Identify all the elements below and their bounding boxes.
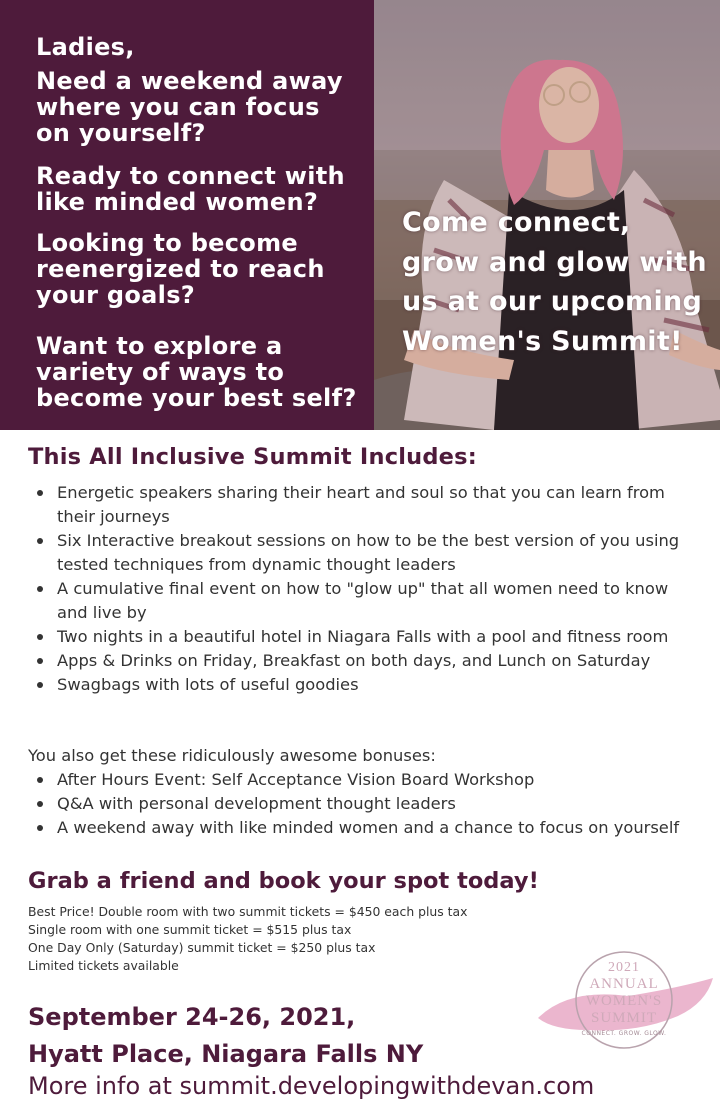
hero-question-4: Want to explore a variety of ways to become your best self?	[36, 332, 357, 412]
hero-banner	[0, 0, 720, 430]
event-date: September 24-26, 2021,	[28, 1003, 356, 1031]
hero-question-3: Looking to become reenergized to reach your goals?	[36, 229, 325, 309]
logo-line-2: WOMEN'S	[585, 993, 663, 1009]
hero-greeting: Ladies,	[36, 33, 135, 61]
hero-question-2: Ready to connect with like minded women?	[36, 162, 345, 216]
list-item: A weekend away with like minded women and a chance to focus on yourself	[28, 816, 698, 840]
logo-line-3: SUMMIT	[590, 1010, 657, 1026]
list-item: Apps & Drinks on Friday, Breakfast on both days, and Lunch on Saturday	[28, 649, 698, 673]
call-to-action: Come connect, grow and glow with us at our upcoming Women's Summit!	[402, 207, 707, 357]
list-item: Two nights in a beautiful hotel in Niagara Falls with a pool and fitness room	[28, 625, 698, 649]
price-line: Single room with one summit ticket = $515 plus tax	[28, 922, 352, 937]
logo-year: 2021	[608, 960, 640, 975]
list-item: Q&A with personal development thought leaders	[28, 792, 698, 816]
list-item: A cumulative final event on how to "glow up" that all women need to know and live by	[28, 577, 698, 625]
logo-tagline: CONNECT. GROW. GLOW.	[581, 1030, 667, 1037]
event-venue: Hyatt Place, Niagara Falls NY	[28, 1040, 424, 1068]
booking-heading: Grab a friend and book your spot today!	[28, 868, 539, 894]
price-line: Limited tickets available	[28, 958, 179, 973]
bonuses-list	[28, 768, 698, 840]
hero-photo	[374, 0, 720, 430]
summit-logo	[528, 948, 720, 1058]
list-item: After Hours Event: Self Acceptance Vision Board Workshop	[28, 768, 698, 792]
more-info-link[interactable]: More info at summit.developingwithdevan.com	[28, 1072, 595, 1100]
bonuses-intro: You also get these ridiculously awesome bonuses:	[28, 746, 436, 765]
logo-line-1: ANNUAL	[589, 976, 659, 992]
price-line: One Day Only (Saturday) summit ticket = $250 plus tax	[28, 940, 376, 955]
price-line: Best Price! Double room with two summit tickets = $450 each plus tax	[28, 904, 468, 919]
includes-list	[28, 481, 698, 697]
hero-question-1: Need a weekend away where you can focus on yourself?	[36, 67, 343, 147]
pricing-list	[28, 903, 467, 975]
list-item: Energetic speakers sharing their heart and soul so that you can learn from their journeys	[28, 481, 698, 529]
includes-heading: This All Inclusive Summit Includes:	[28, 444, 477, 470]
list-item: Swagbags with lots of useful goodies	[28, 673, 698, 697]
hero-questions-panel	[0, 0, 374, 430]
list-item: Six Interactive breakout sessions on how to be the best version of you using tested techniques from dynamic thought leaders	[28, 529, 698, 577]
